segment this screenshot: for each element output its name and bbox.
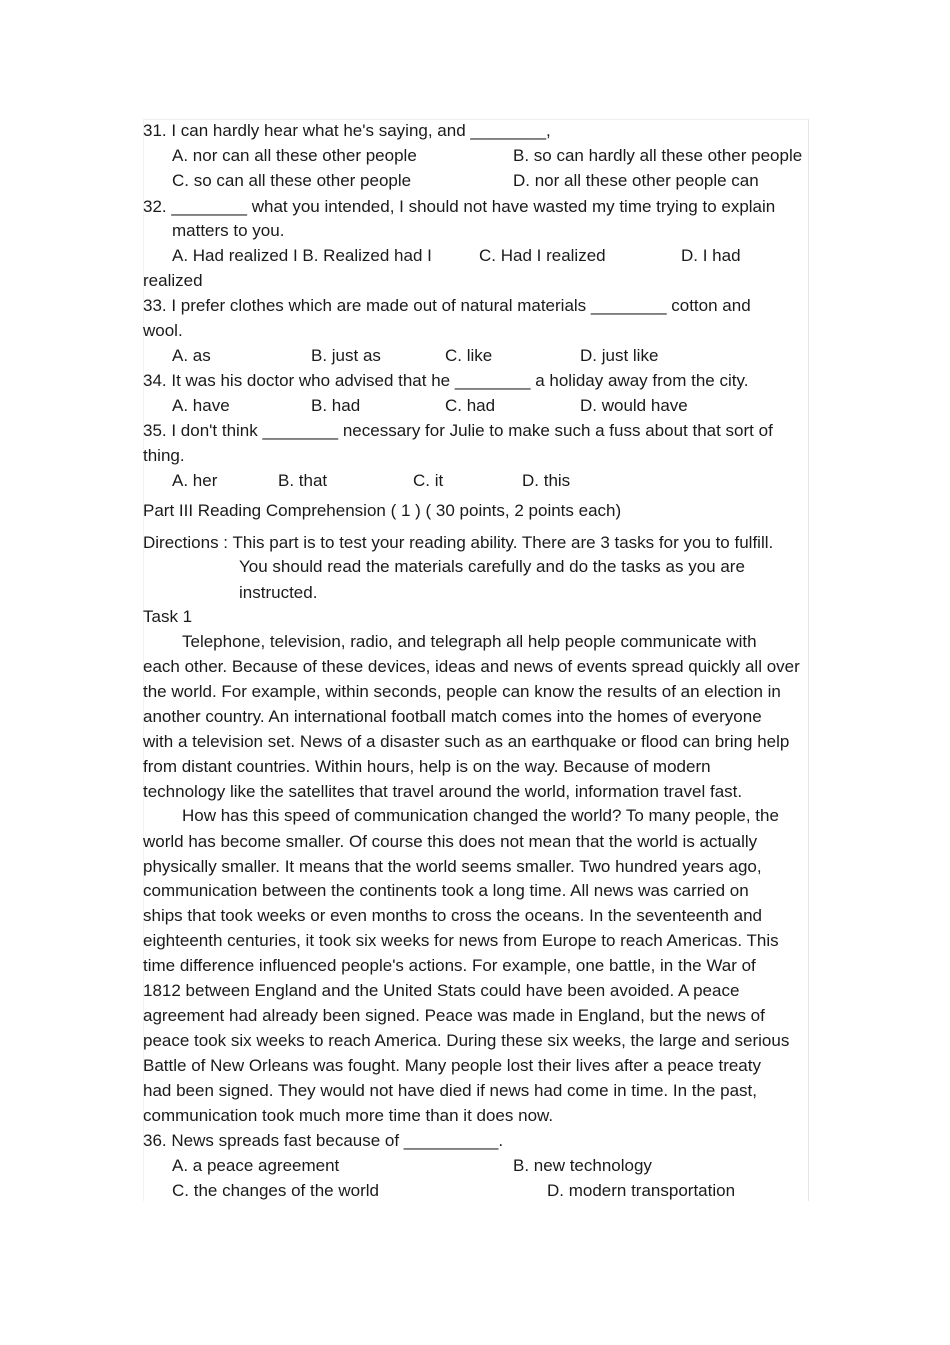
- q32-option-d-cont: realized: [143, 271, 203, 290]
- q31-option-d: D. nor all these other people can: [513, 171, 759, 190]
- q32-option-c: C. Had I realized: [479, 246, 606, 265]
- passage-line: the world. For example, within seconds, people can know the results of an election in: [143, 682, 781, 701]
- question-33-stem: 33. I prefer clothes which are made out of natural materials ________ cotton and: [143, 296, 751, 315]
- q36-option-d: D. modern transportation: [547, 1181, 736, 1200]
- passage-line: physically smaller. It means that the world seems smaller. Two hundred years ago,: [143, 857, 762, 876]
- q34-option-c: C. had: [445, 396, 496, 415]
- passage-line: How has this speed of communication changed the world? To many people, the: [182, 806, 779, 825]
- question-35-stem-cont: thing.: [143, 446, 185, 465]
- q34-option-d: D. would have: [580, 396, 688, 415]
- q35-option-d: D. this: [522, 471, 571, 490]
- passage-line: 1812 between England and the United Stats could have been avoided. A peace: [143, 981, 740, 1000]
- passage-line: had been signed. They would not have died if news had come in time. In the past,: [143, 1081, 757, 1100]
- passage-line: from distant countries. Within hours, help is on the way. Because of modern: [143, 757, 711, 776]
- question-32-stem: 32. ________ what you intended, I should not have wasted my time trying to explain: [143, 197, 776, 216]
- passage-line: world has become smaller. Of course this does not mean that the world is actually: [143, 832, 758, 851]
- q34-option-b: B. had: [311, 396, 361, 415]
- q36-option-b: B. new technology: [513, 1156, 652, 1175]
- q35-option-a: A. her: [172, 471, 218, 490]
- passage-line: eighteenth centuries, it took six weeks for news from Europe to reach Americas. This: [143, 931, 779, 950]
- directions-line-3: instructed.: [239, 583, 318, 602]
- q36-option-c: C. the changes of the world: [172, 1181, 379, 1200]
- passage-line: communication took much more time than it does now.: [143, 1106, 554, 1125]
- q31-option-b: B. so can hardly all these other people: [513, 146, 803, 165]
- part3-heading: Part III Reading Comprehension ( 1 ) ( 30 points, 2 points each): [143, 501, 622, 520]
- q33-option-c: C. like: [445, 346, 493, 365]
- q32-option-d: D. I had: [681, 246, 741, 265]
- passage-line: Telephone, television, radio, and telegraph all help people communicate with: [182, 632, 757, 651]
- q32-option-ab: A. Had realized I B. Realized had I: [172, 246, 432, 265]
- q34-option-a: A. have: [172, 396, 230, 415]
- q33-option-d: D. just like: [580, 346, 659, 365]
- q35-option-b: B. that: [278, 471, 328, 490]
- q31-option-c: C. so can all these other people: [172, 171, 412, 190]
- question-31-stem: 31. I can hardly hear what he's saying, and ________,: [143, 121, 551, 140]
- task-1-label: Task 1: [143, 607, 193, 626]
- question-35-stem: 35. I don't think ________ necessary for Julie to make such a fuss about that sort of: [143, 421, 773, 440]
- passage-line: each other. Because of these devices, ideas and news of events spread quickly all over: [143, 657, 800, 676]
- directions-line-1: Directions : This part is to test your reading ability. There are 3 tasks for you to fulfill.: [143, 533, 774, 552]
- q35-option-c: C. it: [413, 471, 444, 490]
- passage-line: Battle of New Orleans was fought. Many people lost their lives after a peace treaty: [143, 1056, 761, 1075]
- q33-option-b: B. just as: [311, 346, 381, 365]
- passage-line: agreement had already been signed. Peace was made in England, but the news of: [143, 1006, 765, 1025]
- question-34-stem: 34. It was his doctor who advised that he ________ a holiday away from the city.: [143, 371, 749, 390]
- passage-line: technology like the satellites that travel around the world, information travel fast.: [143, 782, 743, 801]
- question-36-stem: 36. News spreads fast because of __________.: [143, 1131, 504, 1150]
- passage-line: with a television set. News of a disaster such as an earthquake or flood can bring help: [143, 732, 790, 751]
- directions-line-2: You should read the materials carefully and do the tasks as you are: [239, 557, 745, 576]
- passage-line: another country. An international football match comes into the homes of everyone: [143, 707, 762, 726]
- passage-line: ships that took weeks or even months to cross the oceans. In the seventeenth and: [143, 906, 762, 925]
- q33-option-a: A. as: [172, 346, 211, 365]
- passage-line: peace took six weeks to reach America. During these six weeks, the large and serious: [143, 1031, 790, 1050]
- passage-line: time difference influenced people's actions. For example, one battle, in the War of: [143, 956, 756, 975]
- passage-line: communication between the continents took a long time. All news was carried on: [143, 881, 749, 900]
- q31-option-a: A. nor can all these other people: [172, 146, 417, 165]
- q36-option-a: A. a peace agreement: [172, 1156, 340, 1175]
- question-32-stem-cont: matters to you.: [172, 221, 285, 240]
- question-33-stem-cont: wool.: [143, 321, 183, 340]
